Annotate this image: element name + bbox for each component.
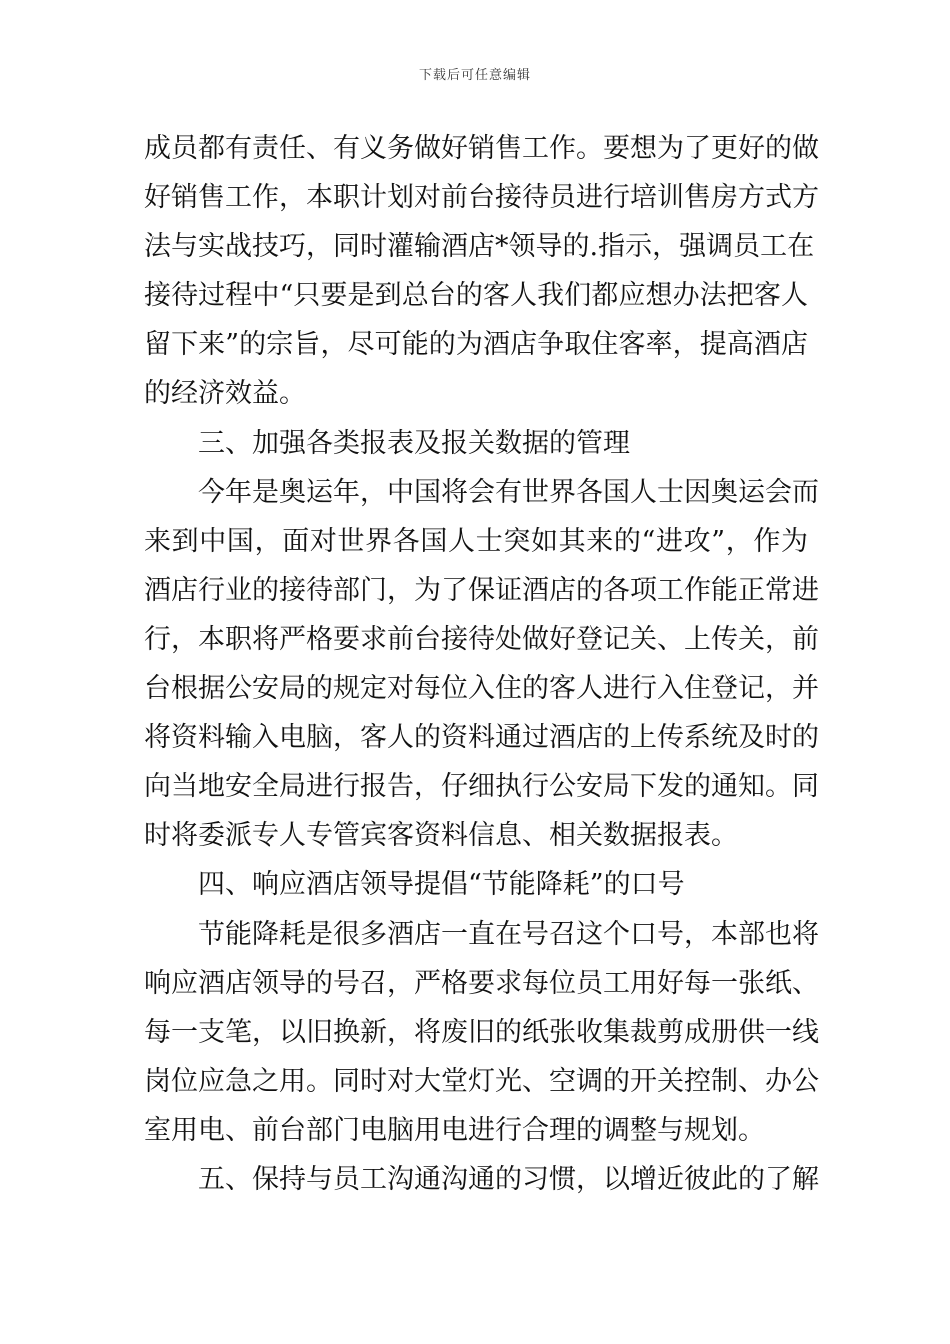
text-line: 法与实战技巧，同时灌输酒店*领导的.指示，强调员工在: [144, 231, 815, 263]
text-line: 台根据公安局的规定对每位入住的客人进行入住登记，并: [144, 673, 819, 705]
text-line: 向当地安全局进行报告，仔细执行公安局下发的通知。同: [144, 771, 819, 803]
section-heading: 四、响应酒店领导提倡“节能降耗”的口号: [198, 869, 685, 901]
text-line: 响应酒店领导的号召，严格要求每位员工用好每一张纸、: [144, 967, 819, 999]
text-line: 的经济效益。: [144, 378, 306, 410]
text-line: 岗位应急之用。同时对大堂灯光、空调的开关控制、办公: [144, 1065, 819, 1097]
section-heading: 三、加强各类报表及报关数据的管理: [198, 427, 630, 459]
text-line: 每一支笔，以旧换新，将废旧的纸张收集裁剪成册供一线: [144, 1016, 819, 1048]
text-line: 节能降耗是很多酒店一直在号召这个口号，本部也将: [198, 918, 819, 950]
text-line: 酒店行业的接待部门，为了保证酒店的各项工作能正常进: [144, 574, 819, 606]
section-heading: 五、保持与员工沟通沟通的习惯，以增近彼此的了解: [198, 1163, 819, 1195]
text-line: 室用电、前台部门电脑用电进行合理的调整与规划。: [144, 1114, 765, 1146]
text-line: 好销售工作，本职计划对前台接待员进行培训售房方式方: [144, 182, 819, 214]
document-body: [144, 124, 819, 1204]
text-line: 行，本职将严格要求前台接待处做好登记关、上传关，前: [144, 623, 819, 655]
text-line: 时将委派专人专管宾客资料信息、相关数据报表。: [144, 820, 738, 852]
page-header: 下载后可任意编辑: [418, 68, 531, 83]
text-line: 今年是奥运年，中国将会有世界各国人士因奥运会而: [198, 476, 819, 508]
text-line: 将资料输入电脑，客人的资料通过酒店的上传系统及时的: [144, 722, 819, 754]
text-line: 留下来”的宗旨，尽可能的为酒店争取住客率，提高酒店: [144, 329, 808, 361]
text-line: 成员都有责任、有义务做好销售工作。要想为了更好的做: [144, 133, 819, 164]
text-line: 接待过程中“只要是到总台的客人我们都应想办法把客人: [144, 280, 808, 312]
text-line: 来到中国，面对世界各国人士突如其来的“进攻”，作为: [144, 525, 808, 557]
